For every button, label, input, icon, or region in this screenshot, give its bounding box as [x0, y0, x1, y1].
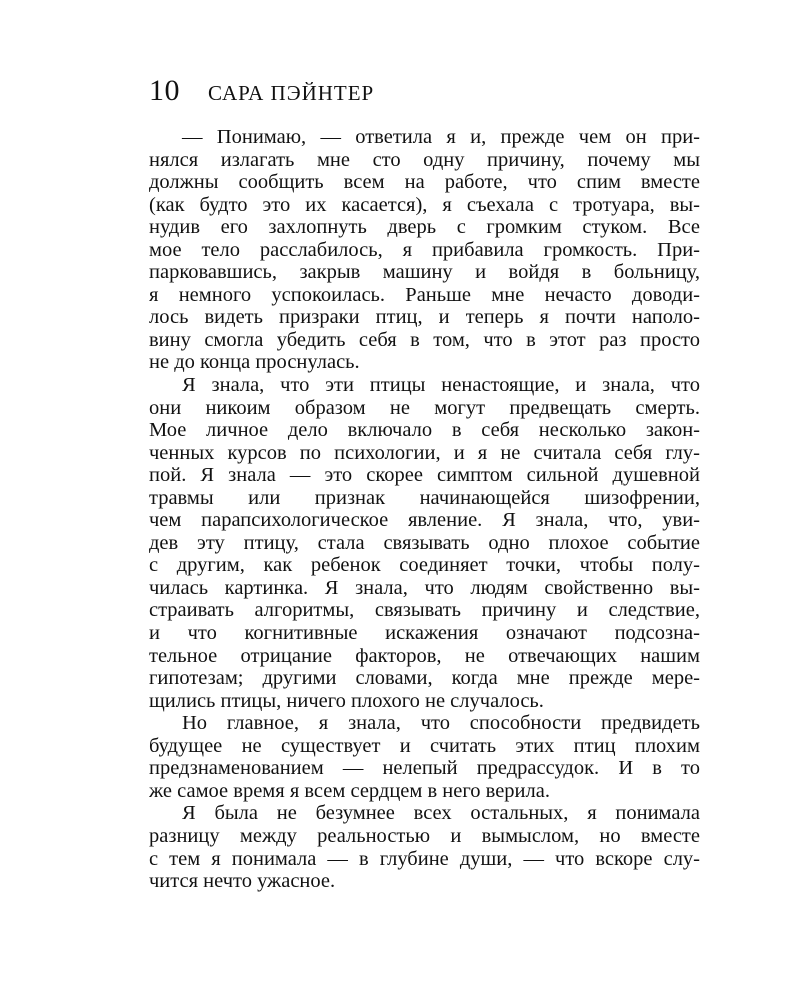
- text-line: Я знала, что эти птицы ненастоящие, и знала, что: [182, 374, 700, 397]
- page-number: 10: [149, 74, 180, 107]
- body-text: [149, 126, 700, 893]
- running-head: [149, 74, 374, 110]
- text-line: травмы или признак начинающейся шизофрении,: [149, 486, 700, 509]
- running-title: САРА ПЭЙНТЕР: [208, 81, 375, 105]
- text-line: должны сообщить всем на работе, что спим вместе: [149, 171, 700, 194]
- text-line: нудив его захлопнуть дверь с громким стуком. Все: [149, 216, 700, 239]
- text-line: вину смогла убедить себя в том, что в этот раз просто: [149, 328, 700, 351]
- text-line: пой. Я знала — это скорее симптом сильной душевной: [149, 464, 700, 487]
- text-line: ченных курсов по психологии, и я не считала себя глу-: [149, 441, 700, 464]
- text-line: мое тело расслабилось, я прибавила громкость. При-: [149, 238, 700, 261]
- text-line: нялся излагать мне сто одну причину, почему мы: [149, 148, 700, 171]
- text-line: я немного успокоилась. Раньше мне нечасто доводи-: [149, 283, 700, 306]
- text-line: чем парапсихологическое явление. Я знала, что, уви-: [149, 509, 700, 532]
- text-line: же самое время я всем сердцем в него верила.: [149, 779, 550, 802]
- text-line: Но главное, я знала, что способности предвидеть: [182, 712, 700, 735]
- text-line: будущее не существует и считать этих птиц плохим: [149, 734, 700, 757]
- text-line: парковавшись, закрыв машину и войдя в больницу,: [149, 261, 700, 284]
- text-line: страивать алгоритмы, связывать причину и следствие,: [149, 599, 700, 622]
- text-line: чится нечто ужасное.: [149, 870, 336, 893]
- text-line: предзнаменованием — нелепый предрассудок. И в то: [149, 757, 700, 780]
- text-line: Мое личное дело включало в себя несколько закон-: [149, 419, 700, 442]
- text-line: щились птицы, ничего плохого не случалось.: [149, 689, 544, 712]
- text-line: чилась картинка. Я знала, что людям свойственно вы-: [149, 576, 700, 599]
- text-line: с другим, как ребенок соединяет точки, чтобы полу-: [149, 554, 700, 577]
- text-line: с тем я понимала — в глубине души, — что вскоре слу-: [149, 847, 700, 870]
- text-line: разницу между реальностью и вымыслом, но вместе: [149, 824, 700, 847]
- text-line: они никоим образом не могут предвещать смерть.: [149, 396, 700, 419]
- text-line: дев эту птицу, стала связывать одно плохое событие: [149, 531, 700, 554]
- text-line: тельное отрицание факторов, не отвечающих нашим: [149, 644, 700, 667]
- text-line: (как будто это их касается), я съехала с тротуара, вы-: [149, 193, 700, 216]
- text-line: — Понимаю, — ответила я и, прежде чем он при-: [182, 126, 700, 148]
- text-line: Я была не безумнее всех остальных, я понимала: [182, 802, 700, 825]
- text-line: не до конца проснулась.: [149, 351, 360, 374]
- text-line: гипотезам; другими словами, когда мне прежде мере-: [149, 667, 700, 690]
- text-line: лось видеть призраки птиц, и теперь я почти наполо-: [149, 306, 700, 329]
- text-line: и что когнитивные искажения означают подсозна-: [149, 622, 700, 645]
